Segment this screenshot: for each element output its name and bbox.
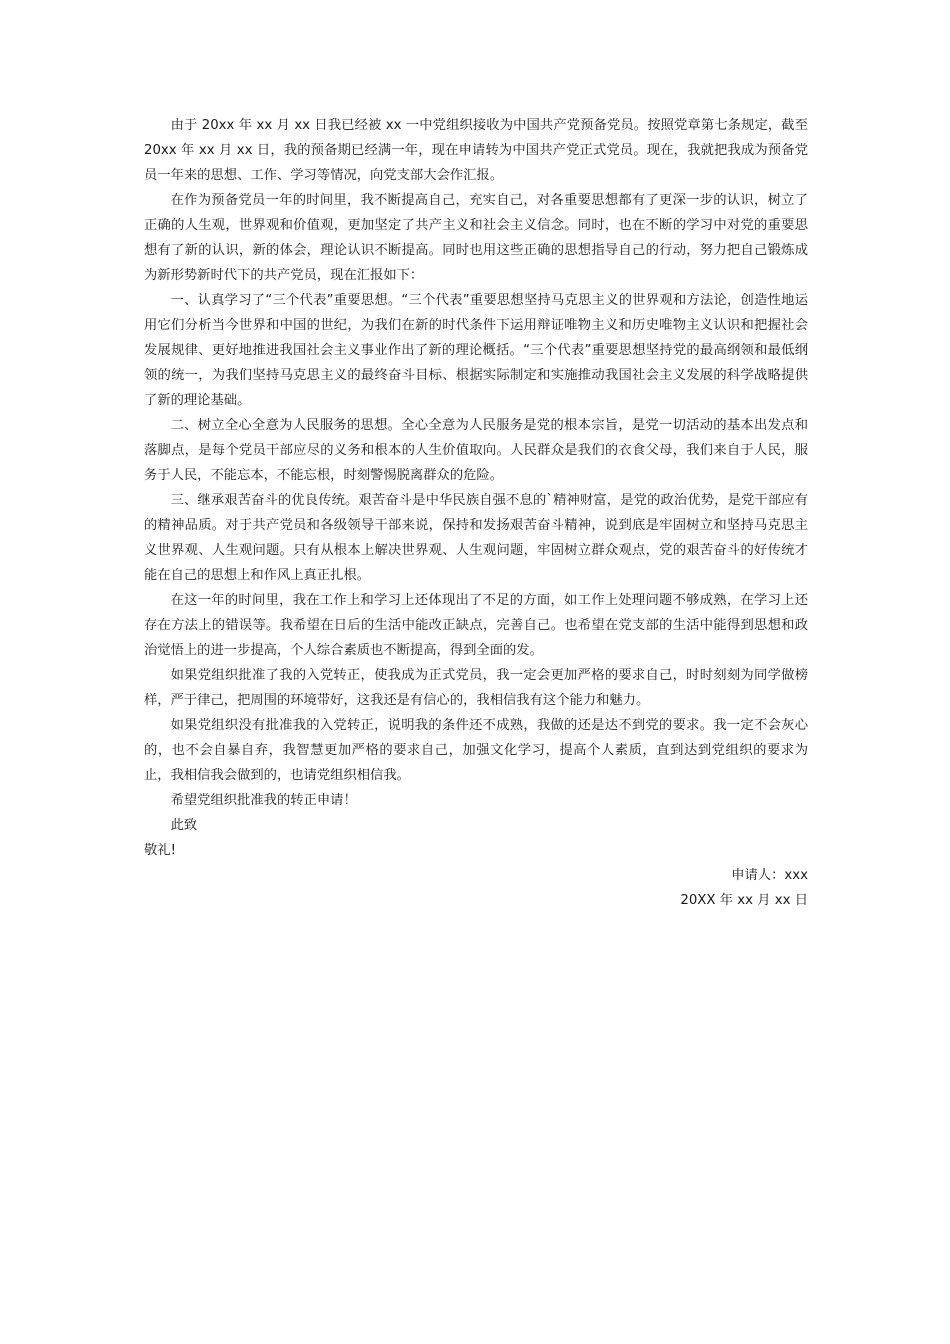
paragraph-if-approved: 如果党组织批准了我的入党转正，使我成为正式党员，我一定会更加严格的要求自己，时时刻刻为同学做榜样，严于律己，把周围的环境带好，这我还是有信心的，我相信我有这个能力和魅力。 <box>144 668 808 708</box>
paragraph-overview: 在作为预备党员一年的时间里，我不断提高自己，充实自己，对各重要思想都有了更深一步的认识，树立了正确的人生观，世界观和价值观，更加坚定了共产主义和社会主义信念。同时，也在不断的学习中对党的重要思想有了新的认识，新的体会，理论认识不断提高。同时也用这些正确的思想指导自己的行动，努力把自己锻炼成为新形势新时代下的共产党员，现在汇报如下： <box>144 193 808 283</box>
paragraph-request: 希望党组织批准我的转正申请！ <box>170 793 357 808</box>
signature-applicant: 申请人：xxx <box>731 868 808 883</box>
closing-salutation: 此致 <box>170 818 198 833</box>
paragraph-if-not-approved: 如果党组织没有批准我的入党转正，说明我的条件还不成熟，我做的还是达不到党的要求。我一定不会灰心的，也不会自暴自弃，我智慧更加严格的要求自己，加强文化学习，提高个人素质，直到达到党组织的要求为止，我相信我会做到的，也请党组织相信我。 <box>144 718 808 783</box>
paragraph-point-one: 一、认真学习了“三个代表”重要思想。“三个代表”重要思想坚持马克思主义的世界观和方法论，创造性地运用它们分析当今世界和中国的世纪，为我们在新的时代条件下运用辩证唯物主义和历史唯物主义认识和把握社会发展规律、更好地推进我国社会主义事业作出了新的理论概括。“三个代表”重要思想坚持党的最高纲领和最低纲领的统一，为我们坚持马克思主义的最终奋斗目标、根据实际制定和实施推动我国社会主义发展的科学战略提供了新的理论基础。 <box>144 293 808 408</box>
paragraph-point-three: 三、继承艰苦奋斗的优良传统。艰苦奋斗是中华民族自强不息的`精神财富，是党的政治优势，是党干部应有的精神品质。对于共产党员和各级领导干部来说，保持和发扬艰苦奋斗精神，说到底是牢固树立和坚持马克思主义世界观、人生观问题。只有从根本上解决世界观、人生观问题，牢固树立群众观点，党的艰苦奋斗的好传统才能在自己的思想上和作风上真正扎根。 <box>144 493 808 583</box>
paragraph-intro: 由于 20xx 年 xx 月 xx 日我已经被 xx 一中党组织接收为中国共产党预备党员。按照党章第七条规定，截至 20xx 年 xx 月 xx 日，我的预备期已经满一年，现在申请转为中国共产党正式党员。现在，我就把我成为预备党员一年来的思想、工作、学习等情况，向党支部大会作汇报。 <box>144 118 808 183</box>
paragraph-point-two: 二、树立全心全意为人民服务的思想。全心全意为人民服务是党的根本宗旨，是党一切活动的基本出发点和落脚点，是每个党员干部应尽的义务和根本的人生价值取向。人民群众是我们的衣食父母，我们来自于人民，服务于人民，不能忘本，不能忘根，时刻警惕脱离群众的危险。 <box>144 418 808 483</box>
paragraph-shortcomings: 在这一年的时间里，我在工作上和学习上还体现出了不足的方面，如工作上处理问题不够成熟，在学习上还存在方法上的错误等。我希望在日后的生活中能改正缺点，完善自己。也希望在党支部的生活中能得到思想和政治觉悟上的进一步提高，个人综合素质也不断提高，得到全面的发。 <box>144 593 808 658</box>
document-page <box>144 113 808 913</box>
signature-date: 20XX 年 xx 月 xx 日 <box>680 893 808 908</box>
closing-regards: 敬礼! <box>144 843 176 858</box>
